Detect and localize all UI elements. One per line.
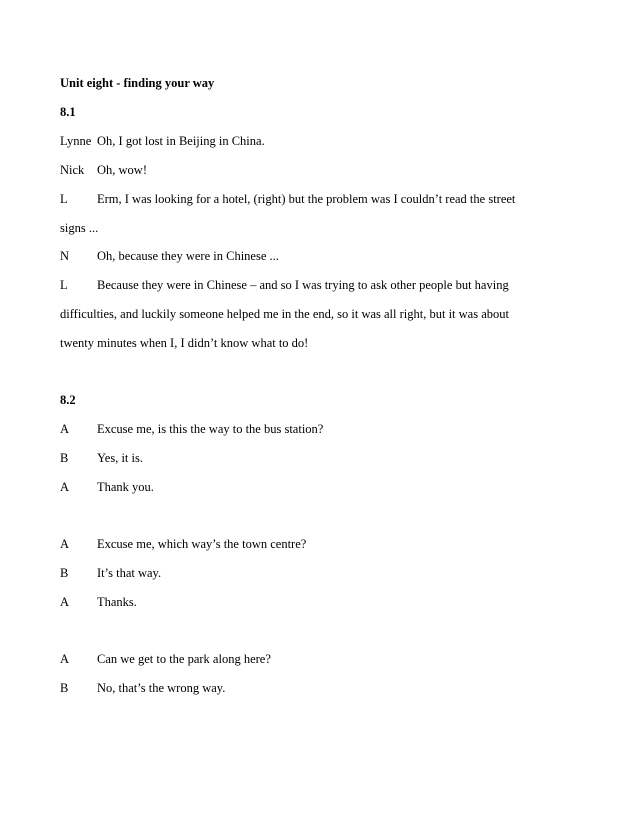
dialogue-text: It’s that way. <box>97 566 162 580</box>
dialogue-line <box>60 277 509 293</box>
section-heading-8-2: 8.2 <box>60 393 76 407</box>
dialogue-line <box>60 536 306 552</box>
speaker-label: A <box>60 652 70 666</box>
dialogue-line <box>60 565 161 581</box>
speaker-label: B <box>60 566 69 580</box>
dialogue-text: Because they were in Chinese – and so I was trying to ask other people but having <box>97 278 509 292</box>
dialogue-text: No, that’s the wrong way. <box>97 681 226 695</box>
dialogue-line <box>60 450 143 466</box>
dialogue-line <box>60 479 154 495</box>
dialogue-text: Thanks. <box>97 595 137 609</box>
dialogue-text: Can we get to the park along here? <box>97 652 271 666</box>
speaker-label: Nick <box>60 163 85 177</box>
dialogue-text: Excuse me, which way’s the town centre? <box>97 537 307 551</box>
speaker-label: Lynne <box>60 134 92 148</box>
dialogue-line <box>60 421 323 437</box>
speaker-label: N <box>60 249 70 263</box>
speaker-label: L <box>60 278 68 292</box>
dialogue-line <box>60 594 137 610</box>
speaker-label: A <box>60 595 70 609</box>
dialogue-text: Yes, it is. <box>97 451 143 465</box>
speaker-label: B <box>60 451 69 465</box>
speaker-label: A <box>60 422 70 436</box>
dialogue-text: Oh, because they were in Chinese ... <box>97 249 279 263</box>
dialogue-continuation: signs ... <box>60 221 99 235</box>
dialogue-line <box>60 162 147 178</box>
dialogue-text: Excuse me, is this the way to the bus station? <box>97 422 324 436</box>
speaker-label: A <box>60 537 70 551</box>
dialogue-continuation: twenty minutes when I, I didn’t know what to do! <box>60 336 309 350</box>
dialogue-line <box>60 248 279 264</box>
dialogue-line <box>60 191 515 207</box>
speaker-label: A <box>60 480 70 494</box>
dialogue-text: Oh, I got lost in Beijing in China. <box>97 134 265 148</box>
section-heading-8-1: 8.1 <box>60 105 76 119</box>
dialogue-line <box>60 133 265 149</box>
dialogue-line <box>60 651 271 667</box>
dialogue-line <box>60 680 225 696</box>
unit-title: Unit eight - finding your way <box>60 76 215 90</box>
dialogue-text: Oh, wow! <box>97 163 147 177</box>
speaker-label: B <box>60 681 69 695</box>
dialogue-text: Thank you. <box>97 480 154 494</box>
dialogue-continuation: difficulties, and luckily someone helped me in the end, so it was all right, but it was about <box>60 307 509 321</box>
speaker-label: L <box>60 192 68 206</box>
dialogue-text: Erm, I was looking for a hotel, (right) but the problem was I couldn’t read the street <box>97 192 516 206</box>
